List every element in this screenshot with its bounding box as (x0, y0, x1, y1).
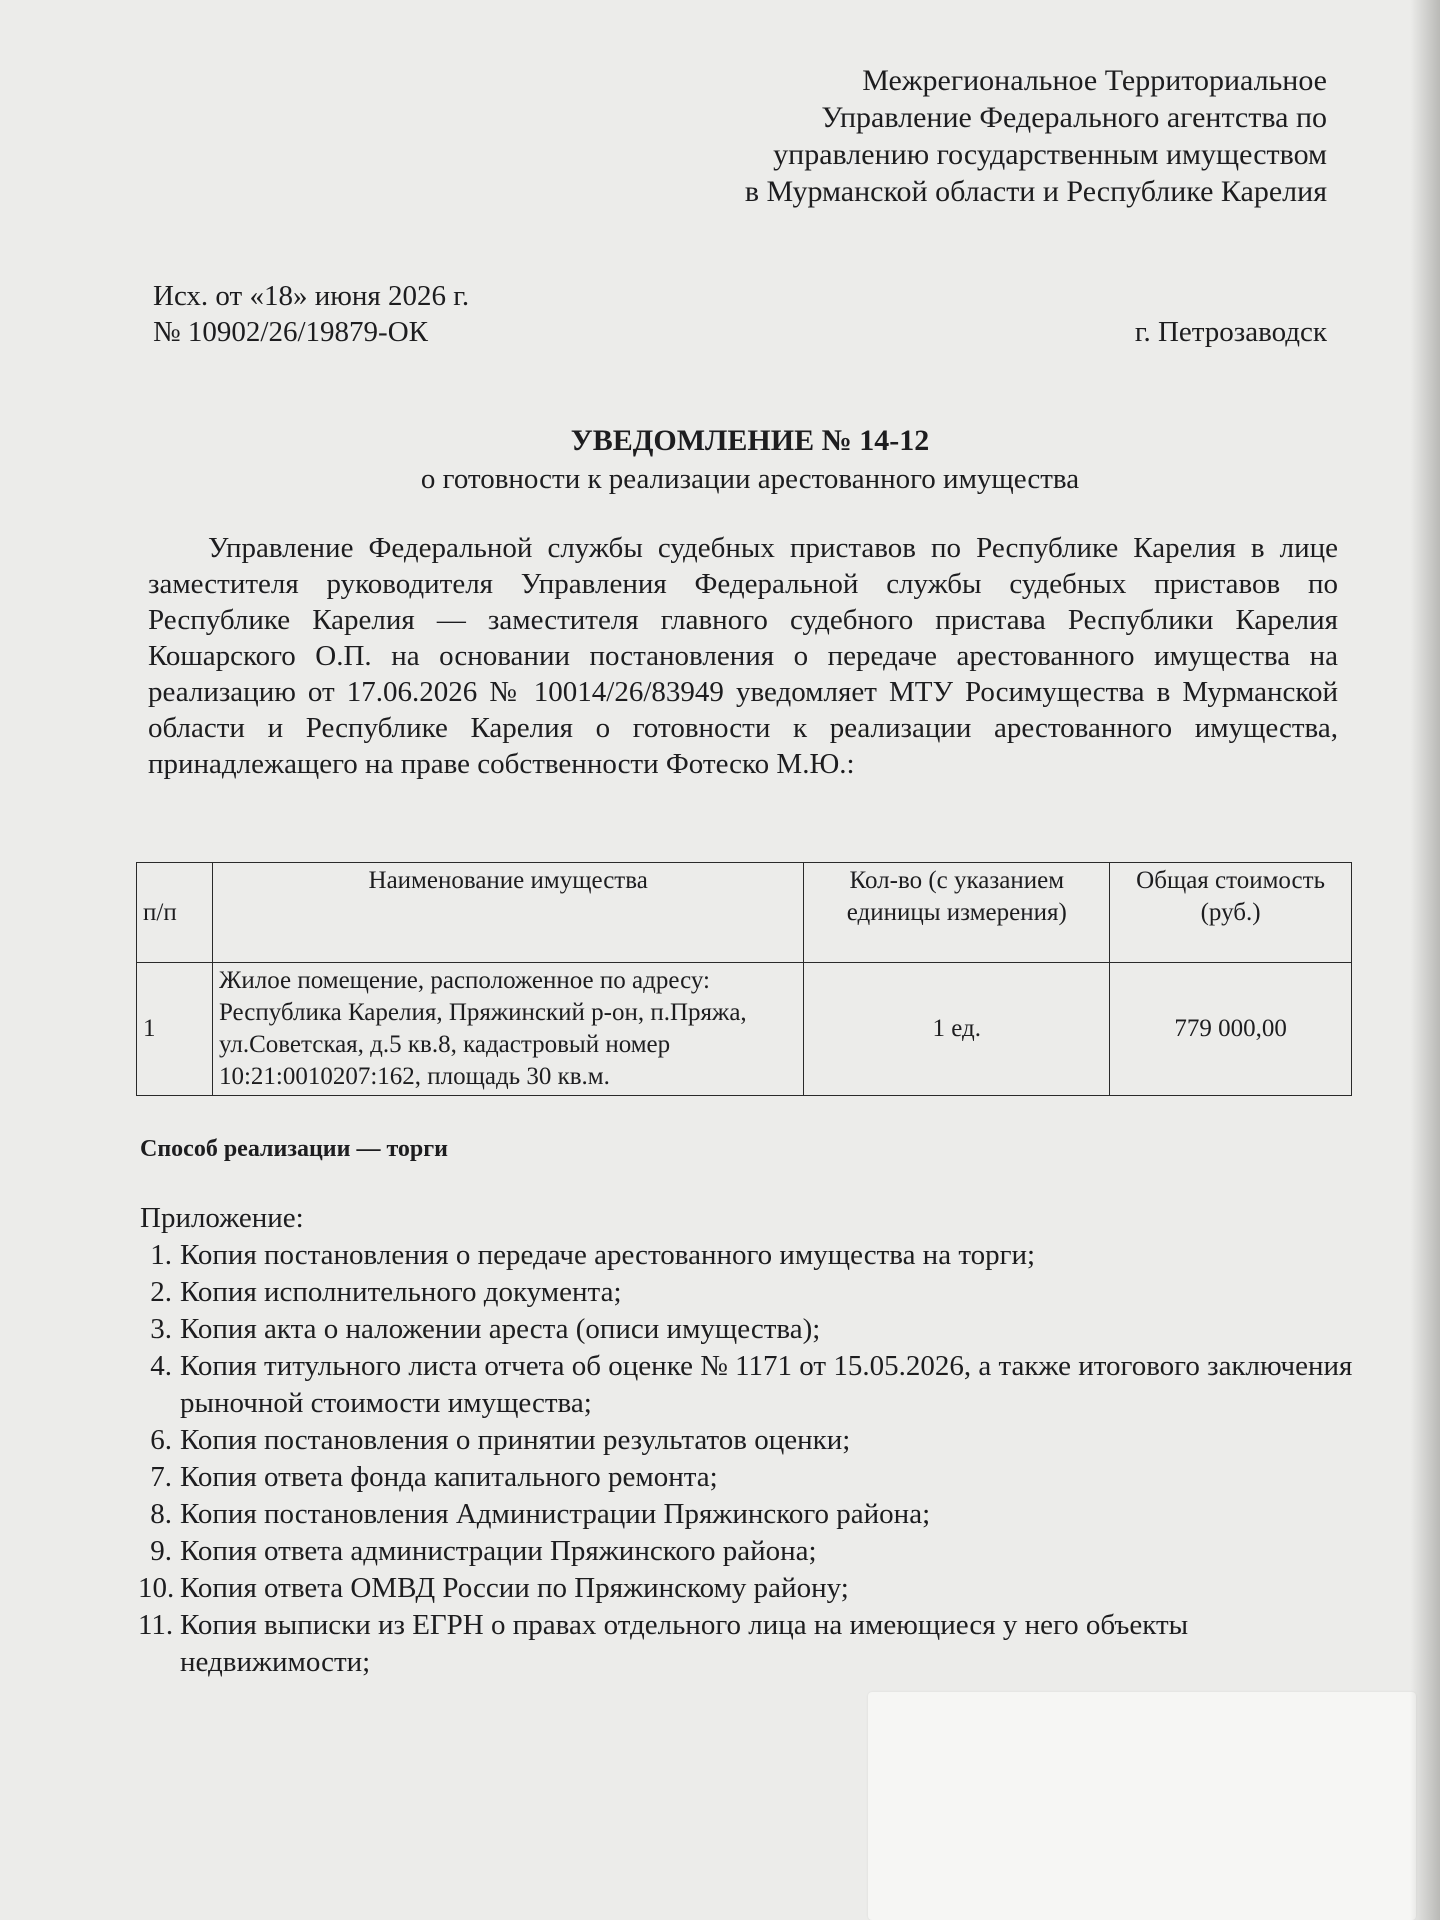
header-name: Наименование имущества (212, 863, 803, 963)
addressee-line: управлению государственным имуществом (773, 138, 1327, 171)
addressee-line: Управление Федерального агентства по (821, 101, 1327, 134)
list-item-number: 2. (150, 1276, 172, 1308)
list-item-text: Копия постановления о передаче арестованного имущества на торги; (180, 1239, 1036, 1271)
list-item (138, 1459, 1378, 1496)
notice-subtitle: о готовности к реализации арестованного имущества (420, 463, 1080, 495)
list-item (138, 1348, 1378, 1422)
list-item-number: 4. (150, 1350, 172, 1382)
list-item (138, 1607, 1378, 1681)
list-item (138, 1274, 1378, 1311)
list-item-text: Копия исполнительного документа; (180, 1276, 622, 1308)
outgoing-number: № 10902/26/19879-ОК (153, 316, 428, 348)
list-item-number: 11. (138, 1609, 174, 1641)
list-item (138, 1533, 1378, 1570)
sale-method: Способ реализации — торги (140, 1136, 448, 1162)
list-item-text: Копия постановления о принятии результатов оценки; (180, 1424, 851, 1456)
city: г. Петрозаводск (1134, 316, 1327, 348)
attachments-heading: Приложение: (140, 1202, 304, 1234)
list-item-text: Копия постановления Администрации Пряжинского района; (180, 1498, 931, 1530)
list-item-number: 7. (150, 1461, 172, 1493)
list-item-text: Копия ответа фонда капитального ремонта; (180, 1461, 718, 1493)
addressee-block (627, 62, 1327, 210)
list-item (138, 1311, 1378, 1348)
outgoing-date: Исх. от «18» июня 2026 г. (153, 280, 470, 312)
row-name: Жилое помещение, расположенное по адресу: Республика Карелия, Пряжинский р-он, п.Пряжа, ул.Советская, д.5 кв.8, кадастровый номер 10:21:0010207:162, площадь 30 кв.м. (212, 963, 803, 1096)
row-total: 779 000,00 (1110, 963, 1352, 1096)
redaction-sticker (868, 1692, 1416, 1920)
list-item-text: Копия акта о наложении ареста (описи имущества); (180, 1313, 821, 1345)
page-edge-shadow (1410, 0, 1440, 1920)
addressee-line: Межрегиональное Территориальное (862, 64, 1327, 97)
list-item-number: 10. (138, 1572, 175, 1604)
property-table (136, 862, 1352, 1096)
outgoing-info (153, 278, 469, 350)
attachments-list (138, 1200, 1378, 1681)
header-total: Общая стоимость (руб.) (1110, 863, 1352, 963)
list-item-text: Копия выписки из ЕГРН о правах отдельного лица на имеющиеся у него объекты недвижимости; (180, 1609, 1189, 1678)
list-item (138, 1496, 1378, 1533)
table-header-row (137, 863, 1352, 963)
list-item-number: 6. (150, 1424, 172, 1456)
header-num: п/п (137, 863, 213, 963)
row-num: 1 (137, 963, 213, 1096)
list-item-number: 3. (150, 1313, 172, 1345)
list-item-number: 9. (150, 1535, 172, 1567)
list-item-text: Копия ответа администрации Пряжинского района; (180, 1535, 817, 1567)
addressee-line: в Мурманской области и Республике Карелия (744, 175, 1327, 208)
header-qty: Кол-во (с указанием единицы измерения) (804, 863, 1110, 963)
list-item-text: Копия ответа ОМВД России по Пряжинскому району; (180, 1572, 849, 1604)
list-item-text: Копия титульного листа отчета об оценке № 1171 от 15.05.2026, а также итогового заключения рыночной стоимости имущества; (180, 1350, 1353, 1419)
list-item-number: 8. (150, 1498, 172, 1530)
notice-title: УВЕДОМЛЕНИЕ № 14-12 (570, 424, 930, 457)
table-row (137, 963, 1352, 1096)
list-item (138, 1570, 1378, 1607)
list-item (138, 1422, 1378, 1459)
notice-body: Управление Федеральной службы судебных приставов по Республике Карелия в лице заместителя руководителя Управления Федеральной службы судебных приставов по Республике Карелия — заместителя главного судебного пристава Республики Карелия Кошарского О.П. на основании постановления о передаче арестованного имущества на реализацию от 17.06.2026 № 10014/26/83949 уведомляет МТУ Росимущества в Мурманской области и Республике Карелия о готовности к реализации арестованного имущества, принадлежащего на праве собственности Фотеско М.Ю.: (148, 532, 1338, 780)
list-item (138, 1237, 1378, 1274)
list-item-number: 1. (150, 1239, 172, 1271)
row-qty: 1 ед. (804, 963, 1110, 1096)
